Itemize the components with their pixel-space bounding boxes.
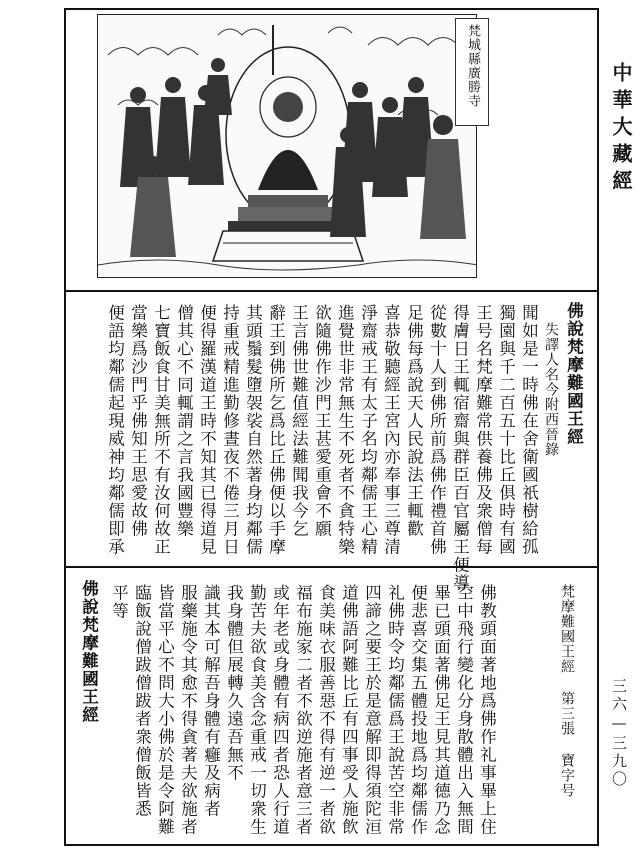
- text-column: 四諦之要王於是意解即得須陀洹: [362, 584, 382, 836]
- text-column: 服藥施令其愈不得貪著夫欲施者: [178, 584, 198, 836]
- section-divider-top: [64, 290, 599, 292]
- text-column: 福布施家二者不欲逆施者意三者: [293, 584, 313, 836]
- text-column: 皆當平心不問大小佛於是令阿難: [155, 584, 175, 836]
- text-column: 欲隨佛作沙門王甚愛重會不願: [312, 304, 332, 538]
- text-column: 識其本可解吾身體有癰及病者: [201, 584, 221, 818]
- text-column: 足佛每爲說天人民說法王輒歡: [404, 304, 424, 538]
- text-column: 從數十人到佛所前爲佛作禮首佛: [427, 304, 447, 556]
- text-column: 辭王到佛所乞爲比丘佛便以手摩: [266, 304, 286, 556]
- text-column: 進覺世非常無生不死者不貪特樂: [335, 304, 355, 556]
- text-column: 我身體但展轉久遠吾無不: [224, 584, 244, 782]
- text-column: 平等: [109, 584, 129, 620]
- text-column: 王言佛世難值經法難聞我今乞: [289, 304, 309, 538]
- collection-title: 中華大藏經: [609, 62, 633, 197]
- sutra-title: 佛說梵摩難國王經: [564, 302, 584, 446]
- text-column: 礼佛時令均鄰儒爲王說苦空非常: [385, 584, 405, 836]
- text-column: 得膚日王輒宿齋與群臣百官屬王便導: [450, 304, 470, 592]
- sutra-end-title: 佛說梵摩難國王經: [79, 580, 99, 724]
- translator-note: 失譯人名今附西晉錄: [543, 322, 559, 457]
- text-column: 僧其心不同輒謂之言我國豐樂: [174, 304, 194, 538]
- woodblock-illustration: [97, 14, 477, 278]
- text-column: 道佛語阿難比丘有四事受人施飲: [339, 584, 359, 836]
- text-column: 其頭鬚髮墮袈裟自然著身均鄰儒: [243, 304, 263, 556]
- text-column: 食美味衣服善惡不得有逆一者欲: [316, 584, 336, 836]
- text-column: 七寶飯食甘美無所不有汝何故正: [151, 304, 171, 556]
- text-column: 持重戒精進勤修晝夜不倦三月日: [220, 304, 240, 556]
- text-column: 或年老或身體有病四者恐人行道: [270, 584, 290, 836]
- text-column: 空中飛行變化分身散體出入無間: [454, 584, 474, 836]
- text-column: 當樂爲沙門乎佛知王思愛故佛: [128, 304, 148, 538]
- text-column: 畢已頭面著佛足王見其道德乃念: [431, 584, 451, 836]
- temple-caption-label: [455, 18, 489, 126]
- temple-caption: 梵城縣廣勝寺: [465, 24, 480, 108]
- text-column: 獨園與千二百五十比丘俱時有國: [496, 304, 516, 556]
- text-column: 聞如是一時佛在舍衛國祇樹給孤: [519, 304, 539, 556]
- page-number: 三六—三九〇: [610, 678, 628, 789]
- text-column: 喜恭敬聽經王宮內亦奉事三尊清: [381, 304, 401, 556]
- section-divider-bottom: [64, 566, 599, 568]
- text-column: 王号名梵摩難常供養佛及衆僧每: [473, 304, 493, 556]
- text-column: 佛教頭面著地爲佛作礼事畢上住: [477, 584, 497, 836]
- buddha-assembly-picture: [98, 15, 477, 278]
- text-column: 淨齋戒王有太子名均鄰儒王心精: [358, 304, 378, 556]
- block-marginal-note: 梵摩難國王經 第三張 寶字号: [559, 584, 575, 798]
- text-column: 臨飯說僧跋僧跋者衆僧飯皆悉: [132, 584, 152, 818]
- text-column: 便悲喜交集五體投地爲均鄰儒作: [408, 584, 428, 836]
- text-column: 便得羅漢道王時不知其已得道見: [197, 304, 217, 556]
- text-column: 勤苦夫欲食美含念重戒一切衆生: [247, 584, 267, 836]
- text-column: 便語均鄰儒起現威神均鄰儒即承: [105, 304, 125, 556]
